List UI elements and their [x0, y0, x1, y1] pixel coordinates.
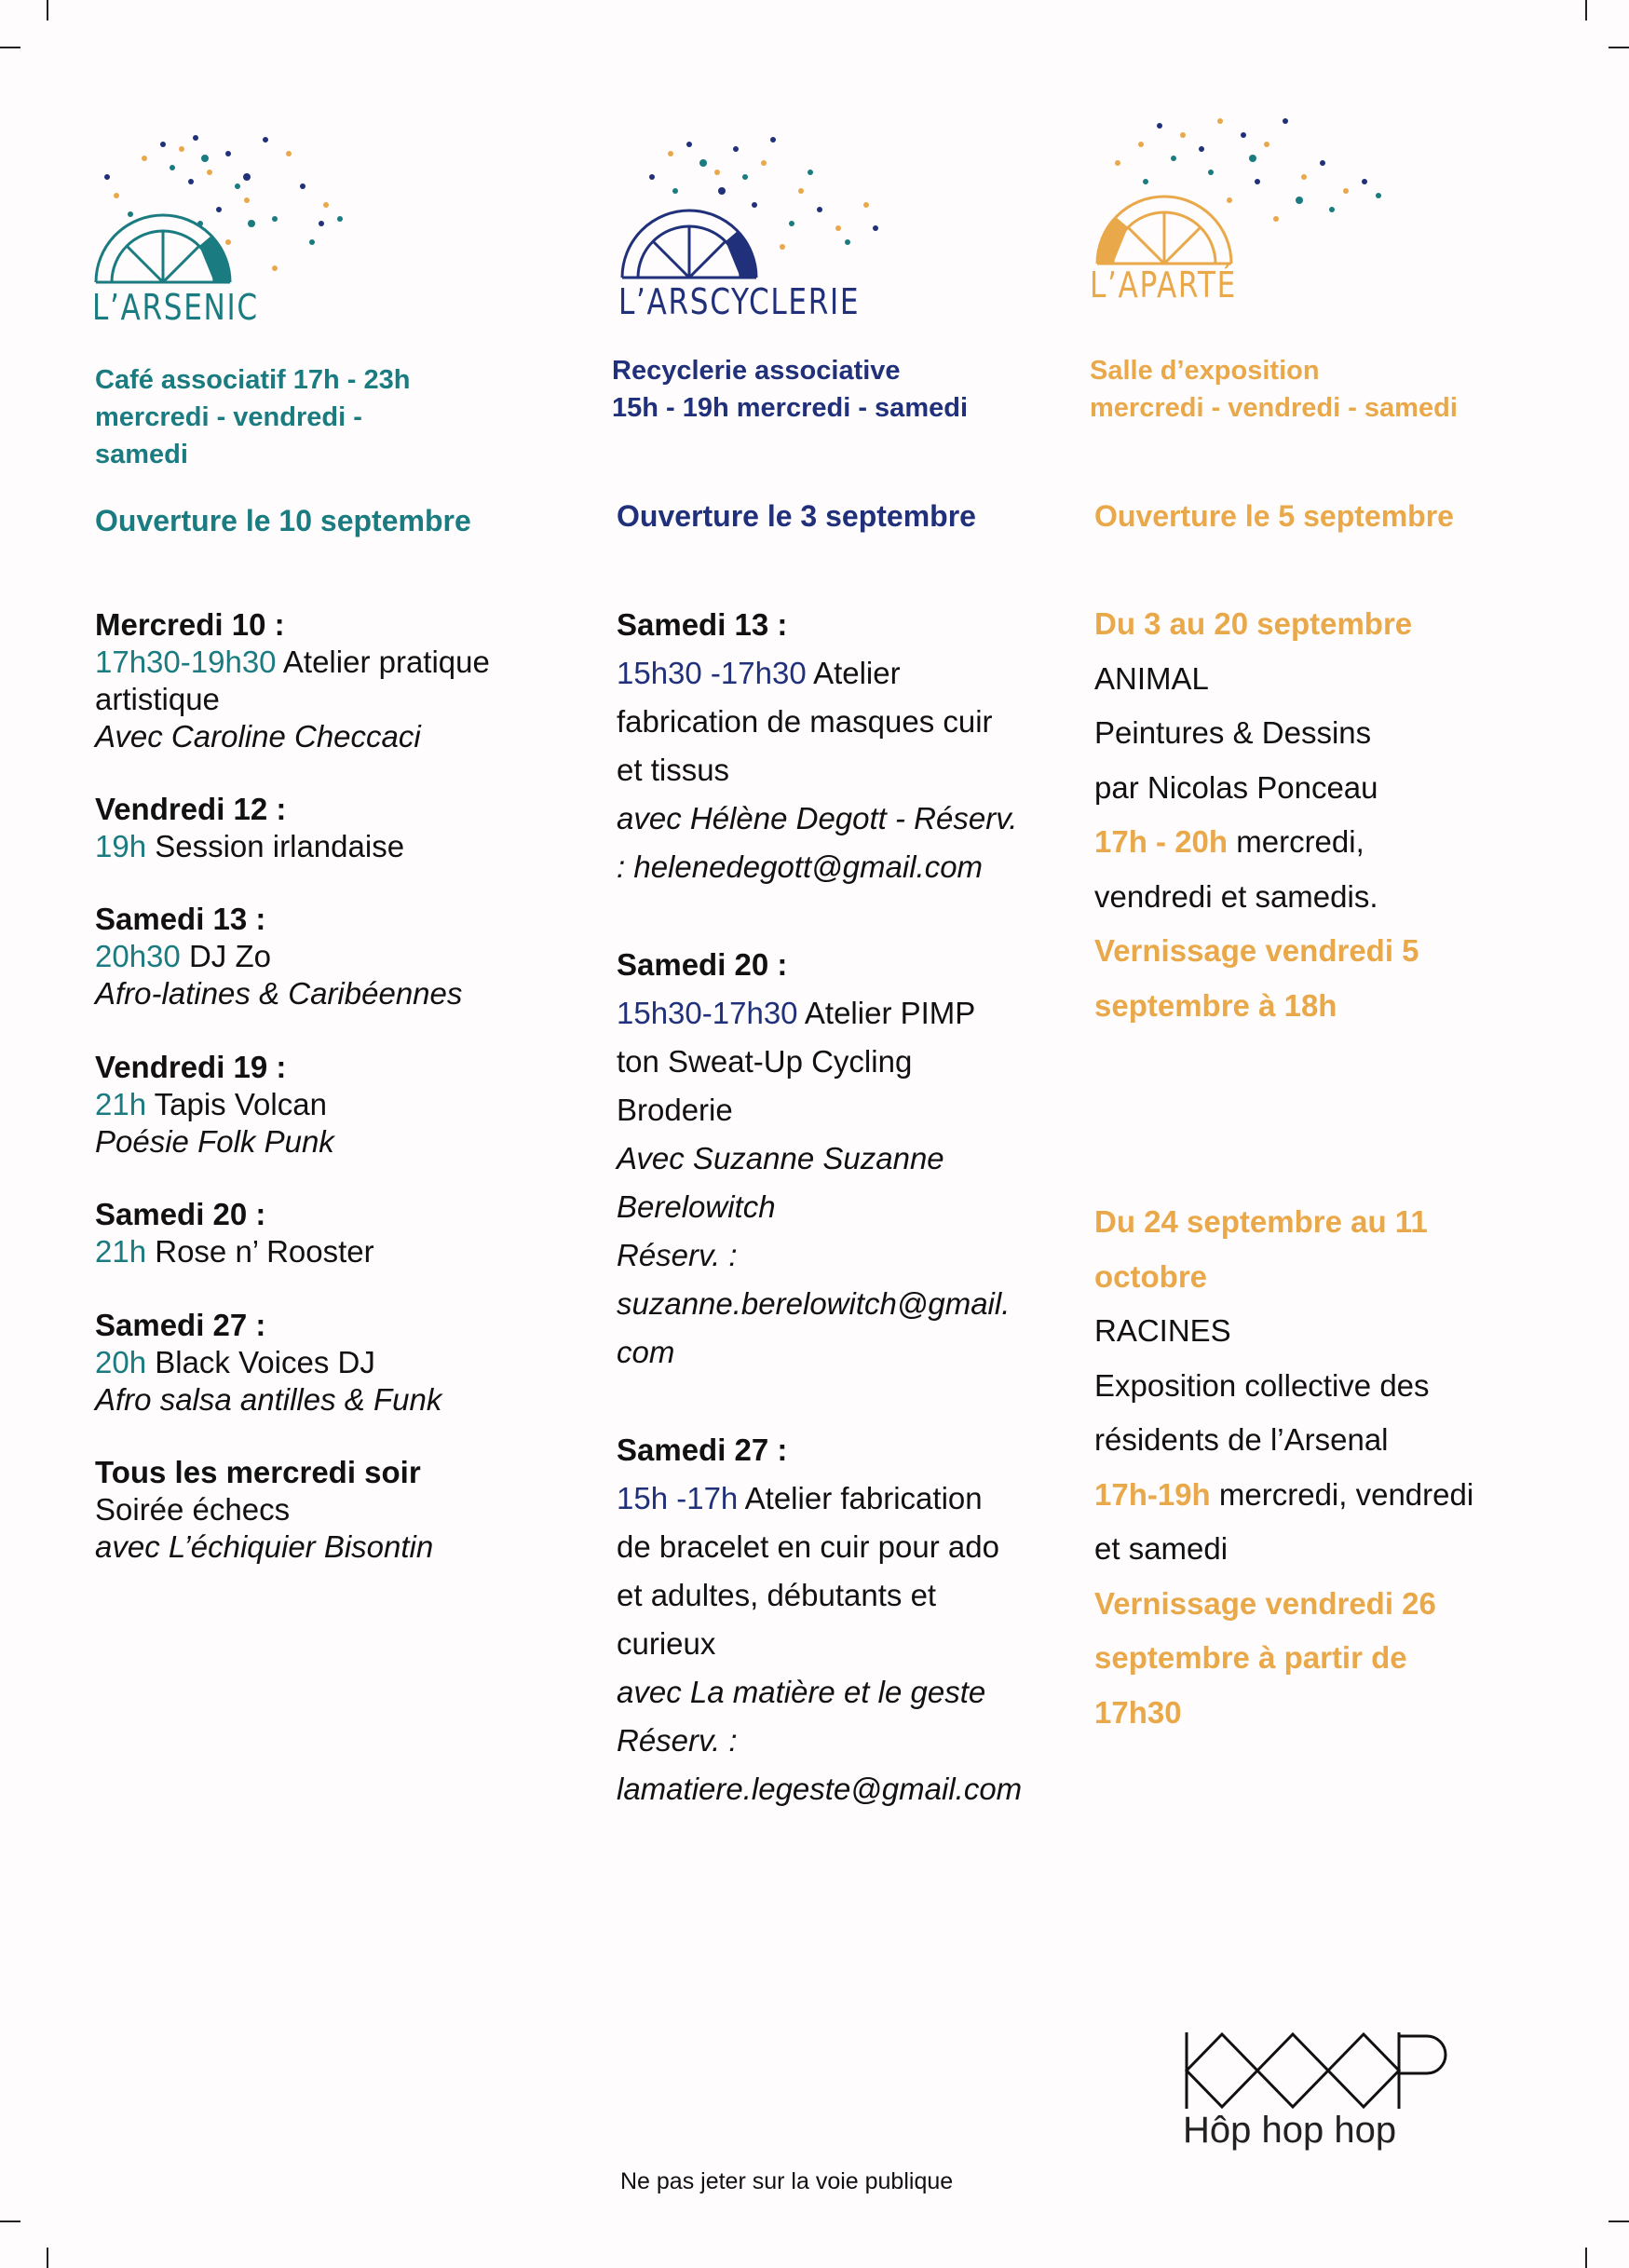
vernissage: 17h30 — [1094, 1694, 1182, 1730]
event-title-cont: ton Sweat-Up Cycling — [617, 1044, 913, 1079]
exhibition-dates: octobre — [1094, 1258, 1208, 1294]
event-note: Réserv. : — [617, 1238, 738, 1272]
arscyclerie-tagline — [612, 352, 968, 427]
event-time: 15h -17h — [617, 1481, 739, 1515]
crop-mark — [1609, 47, 1629, 48]
event-item — [95, 606, 490, 755]
event-title-cont: de bracelet en cuir pour ado — [617, 1529, 999, 1564]
event-note: lamatiere.legeste@gmail.com — [617, 1772, 1023, 1806]
arsenic-tagline — [95, 361, 410, 473]
event-title-cont: artistique — [95, 682, 220, 716]
exhibition-hours: 17h-19h — [1094, 1476, 1211, 1512]
aparte-opening: Ouverture le 5 septembre — [1094, 499, 1454, 533]
event-time: 15h30-17h30 — [617, 996, 798, 1030]
event-title: Atelier fabrication — [744, 1481, 983, 1515]
exhibition-line: par Nicolas Ponceau — [1094, 769, 1378, 805]
tagline-line: mercredi - vendredi - samedi — [1090, 393, 1458, 423]
event-day: Samedi 27 : — [95, 1308, 266, 1342]
event-title: Atelier pratique — [282, 645, 490, 679]
event-day: Vendredi 19 : — [95, 1050, 287, 1084]
event-time: 20h30 — [95, 939, 181, 973]
vernissage: septembre à 18h — [1094, 987, 1337, 1023]
event-item — [95, 791, 404, 865]
event-title: Black Voices DJ — [155, 1345, 375, 1379]
event-day: Samedi 13 : — [95, 902, 266, 936]
exhibition-days: mercredi, vendredi — [1218, 1476, 1474, 1512]
exhibition-hours: 17h - 20h — [1094, 824, 1229, 859]
event-title: Tapis Volcan — [154, 1087, 327, 1121]
exhibition-days: mercredi, — [1236, 824, 1364, 859]
event-time: 20h — [95, 1345, 147, 1379]
crop-mark — [47, 2248, 48, 2268]
event-title: Session irlandaise — [155, 829, 405, 863]
event-item — [617, 941, 1010, 1377]
event-title: Rose n’ Rooster — [155, 1234, 374, 1269]
crop-mark — [0, 2220, 20, 2222]
event-time: 17h30-19h30 — [95, 645, 277, 679]
exhibition-dates: Du 3 au 20 septembre — [1094, 606, 1413, 641]
event-title-cont: et adultes, débutants et — [617, 1578, 937, 1612]
arscyclerie-logo-icon — [615, 135, 922, 284]
crop-mark — [1585, 2248, 1587, 2268]
event-time: 19h — [95, 829, 147, 863]
event-item — [95, 1454, 433, 1566]
arsenic-opening: Ouverture le 10 septembre — [95, 504, 471, 537]
tagline-line: Recyclerie associative — [612, 356, 901, 386]
hop-hop-hop-logo-icon — [1183, 2029, 1448, 2112]
tagline-line: mercredi - vendredi - — [95, 402, 362, 432]
crop-mark — [0, 47, 20, 48]
tagline-line: 15h - 19h mercredi - samedi — [612, 393, 968, 423]
vernissage: Vernissage vendredi 5 — [1094, 933, 1419, 968]
event-title: DJ Zo — [188, 939, 271, 973]
exhibition-days: et samedi — [1094, 1531, 1229, 1566]
crop-mark — [1585, 0, 1587, 20]
event-day: Samedi 27 : — [617, 1433, 788, 1467]
exhibition-title: ANIMAL — [1094, 660, 1209, 696]
event-item — [95, 1196, 374, 1270]
crop-mark — [1609, 2220, 1629, 2222]
aparte-logo-icon — [1090, 107, 1406, 270]
event-day: Tous les mercredi soir — [95, 1455, 421, 1489]
event-title-cont: fabrication de masques cuir — [617, 704, 993, 739]
arscyclerie-opening: Ouverture le 3 septembre — [617, 499, 976, 533]
event-time: 21h — [95, 1087, 147, 1121]
event-item — [95, 1307, 441, 1419]
event-item — [617, 1426, 1022, 1813]
arsenic-logo-icon — [88, 130, 405, 289]
event-day: Mercredi 10 : — [95, 607, 285, 642]
arscyclerie-logo-name: L’ARSCYCLERIE — [618, 281, 861, 322]
event-note: Berelowitch — [617, 1189, 776, 1224]
vernissage: septembre à partir de — [1094, 1640, 1407, 1675]
event-note: suzanne.berelowitch@gmail. — [617, 1286, 1011, 1321]
event-note: avec L’échiquier Bisontin — [95, 1529, 434, 1564]
event-note: avec Hélène Degott - Réserv. — [617, 801, 1018, 835]
exhibition-line: résidents de l’Arsenal — [1094, 1422, 1389, 1457]
aparte-tagline — [1090, 352, 1458, 427]
exhibition-line: Exposition collective des — [1094, 1367, 1430, 1403]
event-title-cont: Broderie — [617, 1093, 733, 1127]
event-note: Poésie Folk Punk — [95, 1124, 334, 1159]
event-title: Atelier — [813, 656, 901, 690]
event-note: Avec Suzanne Suzanne — [617, 1141, 944, 1175]
exhibition-item — [1094, 1195, 1473, 1740]
aparte-logo-name: L’APARTÉ — [1090, 265, 1237, 306]
exhibition-dates: Du 24 septembre au 11 — [1094, 1204, 1428, 1239]
exhibition-title: RACINES — [1094, 1313, 1231, 1348]
event-note: com — [617, 1335, 675, 1369]
exhibition-line: Peintures & Dessins — [1094, 715, 1372, 750]
event-item — [617, 601, 1017, 891]
event-note: Réserv. : — [617, 1723, 738, 1758]
event-note: : helenedegott@gmail.com — [617, 849, 984, 884]
exhibition-item — [1094, 597, 1419, 1033]
exhibition-days: vendredi et samedis. — [1094, 878, 1378, 914]
hop-hop-hop-name: Hôp hop hop — [1183, 2110, 1397, 2151]
vernissage: Vernissage vendredi 26 — [1094, 1585, 1436, 1621]
event-time: 21h — [95, 1234, 147, 1269]
event-note: Avec Caroline Checcaci — [95, 719, 421, 754]
tagline-line: Café associatif 17h - 23h — [95, 365, 411, 395]
event-note: avec La matière et le geste — [617, 1675, 986, 1709]
event-day: Samedi 20 : — [95, 1197, 266, 1231]
event-item — [95, 1049, 334, 1161]
tagline-line: samedi — [95, 440, 188, 469]
event-time: 15h30 -17h30 — [617, 656, 807, 690]
arsenic-logo-name: L’ARSENIC — [92, 287, 259, 328]
event-title: Atelier PIMP — [804, 996, 976, 1030]
event-title-cont: et tissus — [617, 753, 730, 787]
event-day: Samedi 13 : — [617, 607, 788, 642]
event-note: Afro salsa antilles & Funk — [95, 1382, 442, 1417]
event-note: Afro-latines & Caribéennes — [95, 976, 463, 1011]
crop-mark — [47, 0, 48, 20]
event-title: Soirée échecs — [95, 1492, 291, 1527]
event-title-cont: curieux — [617, 1626, 716, 1661]
footer-notice: Ne pas jeter sur la voie publique — [620, 2168, 954, 2194]
event-day: Samedi 20 : — [617, 947, 788, 982]
event-item — [95, 901, 462, 1012]
tagline-line: Salle d’exposition — [1090, 356, 1320, 386]
event-day: Vendredi 12 : — [95, 792, 287, 826]
